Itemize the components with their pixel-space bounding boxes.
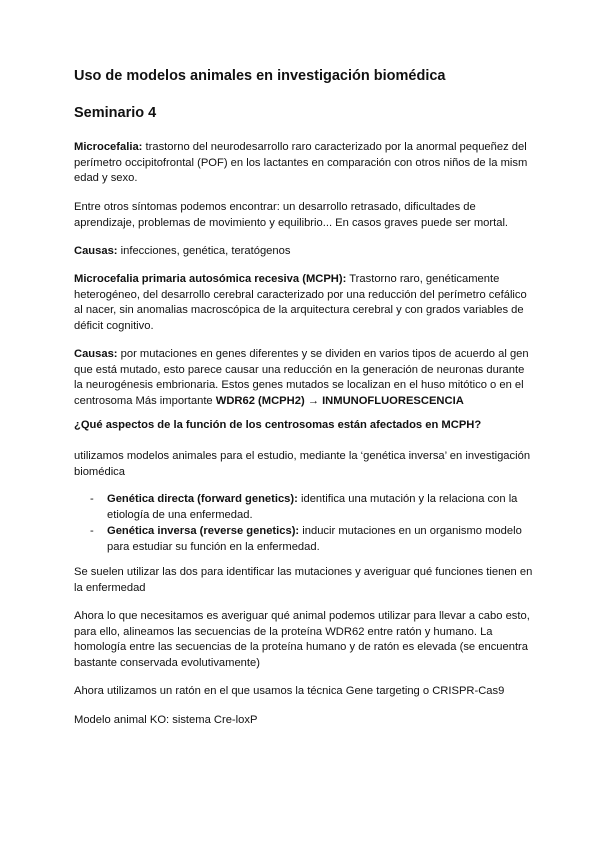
paragraph-causas-mcph (74, 347, 534, 409)
question-heading: ¿Qué aspectos de la función de los centrosomas están afectados en MCPH? (74, 419, 482, 431)
term-causas-mcph: Causas: (74, 348, 118, 360)
paragraph-microcefalia (74, 140, 534, 187)
list-item (74, 524, 534, 555)
definition-mcph: Trastorno raro, genéticamente heterogéneo, del desarrollo cerebral caracterizado por una reducción del perímetro cefálico al nacer, sin anomalias macroscópica de la arquitectura cerebral y con grados variables de déficit cognitivo. (74, 273, 527, 332)
term-genetica-inversa: Genética inversa (reverse genetics): (107, 525, 300, 537)
paragraph-ambas: Se suelen utilizar las dos para identificar las mutaciones y averiguar qué funciones tienen en la enfermedad (74, 566, 533, 594)
paragraph-modelos: utilizamos modelos animales para el estudio, mediante la ‘genética inversa’ en investigación biomédica (74, 450, 531, 478)
genetica-directa-text: identifica una mutación y la relaciona con la etiología de una enfermedad. (107, 493, 518, 521)
list-dash: - (90, 493, 94, 505)
term-microcefalia: Microcefalia: (74, 141, 143, 153)
paragraph-mcph (74, 272, 534, 334)
genetica-inversa-text: inducir mutaciones en un organismo modelo para estudiar su función en la enfermedad. (107, 525, 522, 553)
paragraph-crispr: Ahora utilizamos un ratón en el que usamos la técnica Gene targeting o CRISPR-Cas9 (74, 685, 505, 697)
paragraph-sintomas: Entre otros síntomas podemos encontrar: un desarrollo retrasado, dificultades de aprendizaje, problemas de movimiento y equilibrio... En casos graves puede ser mortal. (74, 201, 509, 229)
causas-text: infecciones, genética, teratógenos (117, 245, 291, 257)
causas-mcph-text: por mutaciones en genes diferentes y se dividen en varios tipos de acuerdo al gen que está mutado, esto parece causar una reducción en la generación de neuronas durante la neurogénesis embrionaria. Estos genes mutados se localizan en el huso mitótico o en el centrosoma Más importante (74, 348, 529, 407)
section-heading: Seminario 4 (74, 105, 157, 121)
term-genetica-directa: Genética directa (forward genetics): (107, 493, 298, 505)
paragraph-alineamiento: Ahora lo que necesitamos es averiguar qué animal podemos utilizar para llevar a cabo esto, para ello, alineamos las secuencias de la proteína WDR62 entre ratón y humano. La homología entre las secuencias de la proteína humano y de ratón es elevada (se encuentra bastante conservada evolutivamente) (74, 610, 530, 669)
document-title: Uso de modelos animales en investigación biomédica (74, 68, 446, 84)
term-causas: Causas: (74, 245, 118, 257)
genetics-list (74, 492, 534, 556)
definition-microcefalia: trastorno del neurodesarrollo raro caracterizado por la anormal pequeñez del perímetro occipitofrontal (POF) en los lactantes en comparación con otros niños de la mism edad y sexo. (74, 141, 528, 184)
list-item (74, 492, 534, 523)
term-mcph: Microcefalia primaria autosómica recesiva (MCPH): (74, 273, 347, 285)
paragraph-causas (74, 244, 534, 260)
paragraph-modelo-ko: Modelo animal KO: sistema Cre-loxP (74, 714, 258, 726)
wdr62-highlight: WDR62 (MCPH2) → INMUNOFLUORESCENCIA (215, 394, 464, 407)
list-dash: - (90, 525, 94, 537)
